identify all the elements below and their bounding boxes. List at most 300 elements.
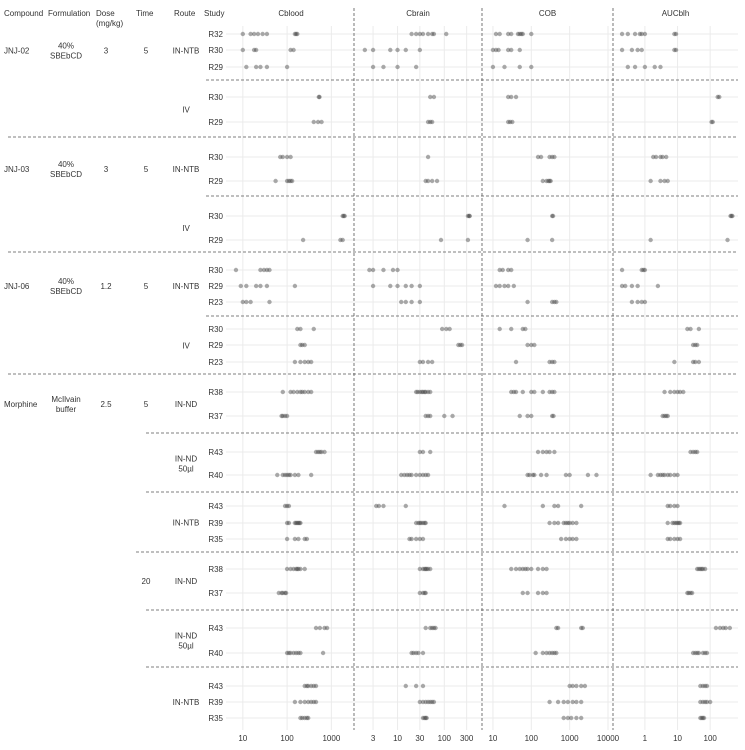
data-point-cob xyxy=(525,238,529,242)
data-point-cob xyxy=(569,716,573,720)
study-label: R43 xyxy=(208,624,223,633)
data-point-cblood xyxy=(258,65,262,69)
route-label: IV xyxy=(182,341,190,351)
data-point-cbrain xyxy=(426,179,430,183)
study-label: R35 xyxy=(208,535,223,544)
data-point-cblood xyxy=(248,300,252,304)
data-point-aucblh xyxy=(648,238,652,242)
data-point-cob xyxy=(583,684,587,688)
data-point-cblood xyxy=(285,414,289,418)
data-point-cbrain xyxy=(421,360,425,364)
data-point-cbrain xyxy=(418,300,422,304)
data-point-cob xyxy=(514,360,518,364)
data-point-cbrain xyxy=(423,626,427,630)
data-point-cob xyxy=(559,537,563,541)
data-point-cblood xyxy=(296,473,300,477)
data-point-cob xyxy=(579,504,583,508)
data-point-cblood xyxy=(284,591,288,595)
data-point-aucblh xyxy=(668,473,672,477)
data-point-cob xyxy=(556,521,560,525)
data-point-cob xyxy=(556,626,560,630)
data-point-cbrain xyxy=(381,504,385,508)
data-point-cob xyxy=(521,390,525,394)
data-point-aucblh xyxy=(668,537,672,541)
data-point-cob xyxy=(574,684,578,688)
data-point-cob xyxy=(518,65,522,69)
data-point-cblood xyxy=(244,65,248,69)
data-point-cob xyxy=(509,567,513,571)
data-point-cob xyxy=(512,284,516,288)
data-point-aucblh xyxy=(643,32,647,36)
data-point-cob xyxy=(547,450,551,454)
data-point-aucblh xyxy=(654,155,658,159)
data-point-aucblh xyxy=(664,155,668,159)
x-tick-labels xyxy=(238,734,717,743)
data-point-cbrain xyxy=(404,504,408,508)
data-point-cbrain xyxy=(409,32,413,36)
panel-title-aucblh: AUCblh xyxy=(661,9,690,18)
data-point-aucblh xyxy=(681,390,685,394)
data-point-cob xyxy=(586,473,590,477)
formulation-label: SBEbCD xyxy=(49,170,83,179)
route-label: IV xyxy=(182,224,190,233)
study-label: R43 xyxy=(208,502,223,511)
data-point-aucblh xyxy=(620,32,624,36)
route-label: 50µl xyxy=(178,641,194,651)
data-point-aucblh xyxy=(635,48,639,52)
data-point-cblood xyxy=(298,651,302,655)
data-point-cblood xyxy=(285,65,289,69)
data-point-cob xyxy=(547,521,551,525)
compound-label: JNJ-02 xyxy=(4,46,30,56)
data-point-cob xyxy=(556,504,560,508)
data-point-aucblh xyxy=(666,521,670,525)
data-point-cob xyxy=(536,567,540,571)
data-point-cblood xyxy=(293,284,297,288)
data-point-cbrain xyxy=(381,268,385,272)
data-point-cblood xyxy=(260,32,264,36)
data-point-cob xyxy=(518,414,522,418)
x-tick-label: 1000 xyxy=(322,734,341,743)
route-label: IN-ND xyxy=(174,631,198,641)
data-point-cob xyxy=(552,390,556,394)
data-point-cblood xyxy=(296,537,300,541)
data-point-aucblh xyxy=(630,284,634,288)
data-point-cblood xyxy=(241,32,245,36)
data-point-aucblh xyxy=(640,48,644,52)
data-point-aucblh xyxy=(695,450,699,454)
data-point-cob xyxy=(536,450,540,454)
x-tick-label: 100 xyxy=(524,734,538,743)
data-point-cob xyxy=(514,390,518,394)
data-point-cbrain xyxy=(418,48,422,52)
data-point-cblood xyxy=(303,567,307,571)
route-label: IN-ND xyxy=(174,400,198,409)
data-point-cob xyxy=(574,716,578,720)
time-label: 20 xyxy=(141,577,151,586)
data-point-cbrain xyxy=(426,32,430,36)
data-point-cob xyxy=(551,414,555,418)
data-point-cblood xyxy=(340,238,344,242)
data-point-cblood xyxy=(267,300,271,304)
study-label: R29 xyxy=(208,63,223,72)
data-point-cblood xyxy=(234,268,238,272)
data-point-aucblh xyxy=(633,32,637,36)
data-point-cob xyxy=(547,700,551,704)
x-tick-label: 10 xyxy=(488,734,498,743)
data-point-aucblh xyxy=(678,537,682,541)
data-point-aucblh xyxy=(675,473,679,477)
panel-titles xyxy=(278,9,689,18)
data-point-cbrain xyxy=(409,300,413,304)
data-point-aucblh xyxy=(674,48,678,52)
time-label: 5 xyxy=(143,400,149,409)
data-point-cbrain xyxy=(371,268,375,272)
data-point-cbrain xyxy=(432,95,436,99)
data-point-cblood xyxy=(322,450,326,454)
data-point-cob xyxy=(532,473,536,477)
study-label: R37 xyxy=(208,589,223,598)
data-point-cbrain xyxy=(421,684,425,688)
data-point-cob xyxy=(541,504,545,508)
data-point-cblood xyxy=(314,700,318,704)
data-point-aucblh xyxy=(658,65,662,69)
data-point-cblood xyxy=(244,300,248,304)
data-point-cblood xyxy=(314,684,318,688)
data-point-aucblh xyxy=(626,32,630,36)
study-label: R23 xyxy=(208,298,223,307)
data-point-aucblh xyxy=(635,284,639,288)
data-point-aucblh xyxy=(633,65,637,69)
data-point-cob xyxy=(548,179,552,183)
compound-label: Morphine xyxy=(4,400,38,409)
data-point-cob xyxy=(556,700,560,704)
route-label: IN-NTB xyxy=(172,165,200,174)
data-point-cob xyxy=(509,327,513,331)
route-label: IV xyxy=(182,105,190,115)
data-point-cbrain xyxy=(435,179,439,183)
data-point-cob xyxy=(550,238,554,242)
data-point-aucblh xyxy=(705,651,709,655)
dose-label: 1.2 xyxy=(100,282,112,291)
data-point-cbrain xyxy=(371,48,375,52)
data-point-cbrain xyxy=(421,450,425,454)
data-point-cbrain xyxy=(432,32,436,36)
data-point-cblood xyxy=(273,179,277,183)
data-point-cob xyxy=(532,390,536,394)
data-point-cob xyxy=(509,268,513,272)
data-point-cblood xyxy=(256,32,260,36)
data-point-aucblh xyxy=(620,48,624,52)
data-point-aucblh xyxy=(662,390,666,394)
formulation-label: SBEbCD xyxy=(49,51,83,61)
data-point-cob xyxy=(562,700,566,704)
data-point-cblood xyxy=(293,700,297,704)
study-label: R38 xyxy=(208,388,223,397)
data-point-aucblh xyxy=(648,473,652,477)
data-point-cblood xyxy=(254,65,258,69)
data-point-cbrain xyxy=(388,284,392,288)
data-point-cbrain xyxy=(432,700,436,704)
x-tick-label: 10 xyxy=(393,734,402,743)
compound-label: JNJ-06 xyxy=(4,282,30,291)
data-point-cob xyxy=(529,567,533,571)
data-point-cob xyxy=(579,716,583,720)
compound-label: JNJ-03 xyxy=(4,165,30,174)
data-point-aucblh xyxy=(717,95,721,99)
data-point-cblood xyxy=(303,343,307,347)
data-point-cblood xyxy=(321,651,325,655)
data-point-cbrain xyxy=(444,32,448,36)
data-point-cbrain xyxy=(423,521,427,525)
data-point-cblood xyxy=(306,716,310,720)
data-point-aucblh xyxy=(666,179,670,183)
data-point-cbrain xyxy=(424,716,428,720)
panel-title-cbrain: Cbrain xyxy=(406,9,430,18)
data-point-cob xyxy=(506,284,510,288)
data-point-cbrain xyxy=(404,284,408,288)
data-point-cbrain xyxy=(391,268,395,272)
data-point-cbrain xyxy=(377,504,381,508)
data-point-cbrain xyxy=(414,65,418,69)
formulation-label: McIlvain xyxy=(51,395,81,404)
data-points xyxy=(234,32,735,720)
study-label: R39 xyxy=(208,698,223,707)
data-point-cbrain xyxy=(460,343,464,347)
data-point-cob xyxy=(581,626,585,630)
data-point-cblood xyxy=(298,360,302,364)
data-point-cob xyxy=(567,473,571,477)
panel-separators xyxy=(354,8,613,730)
header-dose-line1: Dose xyxy=(96,9,115,18)
data-point-aucblh xyxy=(703,567,707,571)
data-point-cbrain xyxy=(395,268,399,272)
data-point-cblood xyxy=(287,521,291,525)
data-point-cblood xyxy=(309,390,313,394)
study-label: R29 xyxy=(208,341,223,350)
data-point-cblood xyxy=(288,473,292,477)
data-point-cblood xyxy=(295,32,299,36)
data-point-cob xyxy=(552,360,556,364)
route-label: IN-ND xyxy=(174,454,198,464)
data-point-cob xyxy=(541,390,545,394)
study-label: R37 xyxy=(208,412,223,421)
data-point-cbrain xyxy=(388,48,392,52)
data-point-cblood xyxy=(312,327,316,331)
route-label: IN-NTB xyxy=(172,518,200,528)
data-point-cblood xyxy=(291,48,295,52)
data-point-cob xyxy=(529,32,533,36)
study-label: R30 xyxy=(208,153,223,162)
data-point-cblood xyxy=(312,120,316,124)
data-point-cob xyxy=(501,268,505,272)
data-point-cob xyxy=(552,450,556,454)
column-headers xyxy=(4,9,224,28)
data-point-cbrain xyxy=(371,284,375,288)
x-tick-label: 300 xyxy=(459,734,474,743)
time-label: 5 xyxy=(143,46,149,56)
data-point-cob xyxy=(554,651,558,655)
data-point-cob xyxy=(551,214,555,218)
data-point-cob xyxy=(502,504,506,508)
data-point-cbrain xyxy=(466,238,470,242)
data-point-cob xyxy=(491,65,495,69)
data-point-cblood xyxy=(258,284,262,288)
panel-title-cob: COB xyxy=(538,9,557,18)
study-label: R30 xyxy=(208,266,223,275)
data-point-cob xyxy=(544,473,548,477)
data-point-cblood xyxy=(325,626,329,630)
data-point-cbrain xyxy=(442,414,446,418)
data-point-aucblh xyxy=(730,214,734,218)
data-point-cbrain xyxy=(428,414,432,418)
study-label: R40 xyxy=(208,471,223,480)
data-point-cob xyxy=(510,120,514,124)
data-point-cblood xyxy=(265,32,269,36)
data-point-aucblh xyxy=(708,700,712,704)
data-point-cob xyxy=(594,473,598,477)
data-point-cbrain xyxy=(395,284,399,288)
data-point-cob xyxy=(497,284,501,288)
data-point-cbrain xyxy=(404,684,408,688)
row-labels xyxy=(4,30,224,723)
data-point-cob xyxy=(562,716,566,720)
data-point-cbrain xyxy=(421,537,425,541)
study-label: R32 xyxy=(208,30,223,39)
data-point-cbrain xyxy=(423,591,427,595)
data-point-cblood xyxy=(287,504,291,508)
formulation-label: buffer xyxy=(55,405,77,414)
formulation-label: 40% xyxy=(57,160,75,169)
data-point-cblood xyxy=(298,521,302,525)
data-point-cbrain xyxy=(395,48,399,52)
dose-label: 2.5 xyxy=(100,400,112,409)
data-point-aucblh xyxy=(695,343,699,347)
data-point-cblood xyxy=(318,626,322,630)
data-point-cblood xyxy=(252,32,256,36)
time-label: 5 xyxy=(143,282,149,291)
data-point-cbrain xyxy=(430,360,434,364)
x-tick-label: 10000 xyxy=(596,734,620,743)
data-point-cblood xyxy=(288,155,292,159)
data-point-cblood xyxy=(290,179,294,183)
data-point-cbrain xyxy=(363,48,367,52)
data-point-cob xyxy=(509,95,513,99)
data-point-aucblh xyxy=(672,360,676,364)
data-point-aucblh xyxy=(697,327,701,331)
data-point-cblood xyxy=(319,120,323,124)
data-point-cob xyxy=(518,48,522,52)
study-label: R29 xyxy=(208,177,223,186)
panel-title-cblood: Cblood xyxy=(278,9,304,18)
study-label: R29 xyxy=(208,118,223,127)
data-point-cbrain xyxy=(430,179,434,183)
data-point-cblood xyxy=(265,65,269,69)
route-label: IN-ND xyxy=(174,577,198,586)
data-point-aucblh xyxy=(690,591,694,595)
data-point-cob xyxy=(566,700,570,704)
data-point-cob xyxy=(509,48,513,52)
data-point-cblood xyxy=(343,214,347,218)
data-point-cblood xyxy=(241,48,245,52)
data-point-cob xyxy=(539,473,543,477)
data-point-cob xyxy=(521,591,525,595)
data-point-aucblh xyxy=(656,284,660,288)
data-point-aucblh xyxy=(620,268,624,272)
data-point-aucblh xyxy=(630,48,634,52)
data-point-cbrain xyxy=(409,473,413,477)
data-point-cob xyxy=(574,700,578,704)
data-point-cob xyxy=(525,300,529,304)
data-point-cob xyxy=(502,65,506,69)
header-study: Study xyxy=(204,9,225,18)
data-point-cob xyxy=(544,591,548,595)
data-point-cob xyxy=(539,155,543,159)
data-point-cbrain xyxy=(404,300,408,304)
data-point-aucblh xyxy=(643,300,647,304)
data-point-cblood xyxy=(314,626,318,630)
data-point-cob xyxy=(496,48,500,52)
formulation-label: SBEbCD xyxy=(49,287,83,296)
route-label: IN-NTB xyxy=(172,46,200,56)
data-point-cblood xyxy=(244,284,248,288)
data-point-cblood xyxy=(301,238,305,242)
study-label: R43 xyxy=(208,682,223,691)
data-point-aucblh xyxy=(623,284,627,288)
study-label: R30 xyxy=(208,46,223,55)
data-point-cbrain xyxy=(440,327,444,331)
data-point-cblood xyxy=(265,284,269,288)
data-point-aucblh xyxy=(668,504,672,508)
data-point-cob xyxy=(509,32,513,36)
data-point-cob xyxy=(497,32,501,36)
route-label: IN-NTB xyxy=(172,698,200,707)
x-tick-label: 100 xyxy=(437,734,451,743)
study-label: R39 xyxy=(208,519,223,528)
study-label: R35 xyxy=(208,714,223,723)
data-point-aucblh xyxy=(674,32,678,36)
data-point-cob xyxy=(544,567,548,571)
data-point-cblood xyxy=(293,360,297,364)
data-point-cbrain xyxy=(395,65,399,69)
data-point-cob xyxy=(523,327,527,331)
data-point-cbrain xyxy=(421,32,425,36)
data-point-cbrain xyxy=(414,684,418,688)
data-point-aucblh xyxy=(702,716,706,720)
study-label: R23 xyxy=(208,358,223,367)
data-point-cbrain xyxy=(418,284,422,288)
data-point-cbrain xyxy=(450,414,454,418)
study-label: R30 xyxy=(208,325,223,334)
data-point-aucblh xyxy=(705,684,709,688)
data-point-aucblh xyxy=(648,179,652,183)
data-point-cob xyxy=(554,300,558,304)
x-tick-label: 1 xyxy=(642,734,648,743)
data-point-cbrain xyxy=(447,327,451,331)
study-label: R29 xyxy=(208,282,223,291)
data-point-aucblh xyxy=(658,179,662,183)
study-label: R43 xyxy=(208,448,223,457)
x-tick-label: 100 xyxy=(280,734,294,743)
data-point-cblood xyxy=(254,48,258,52)
x-tick-label: 100 xyxy=(703,734,717,743)
data-point-cob xyxy=(529,414,533,418)
study-label: R40 xyxy=(208,649,223,658)
x-tick-label: 10 xyxy=(673,734,682,743)
dose-label: 3 xyxy=(103,46,109,56)
data-point-cob xyxy=(521,32,525,36)
data-point-cbrain xyxy=(433,626,437,630)
